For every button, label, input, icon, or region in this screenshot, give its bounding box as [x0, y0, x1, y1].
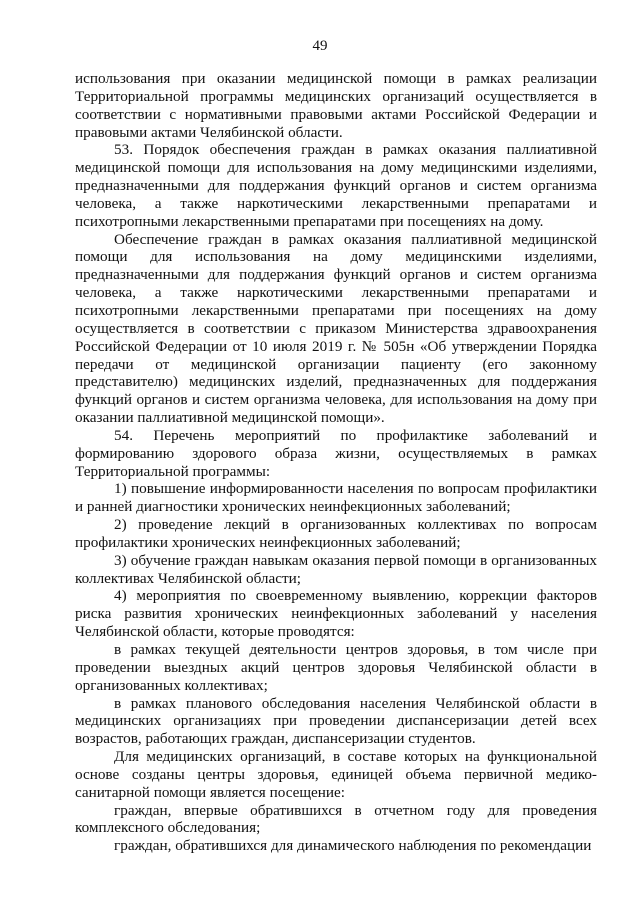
document-body: [75, 70, 597, 855]
paragraph-health-centers-unit: Для медицинских организаций, в составе которых на функциональной основе созданы центры здоровья, единицей объема первичной медико-санитарной помощи является посещение:: [75, 748, 597, 801]
paragraph-53: 53. Порядок обеспечения граждан в рамках оказания паллиативной медицинской помощи для использования на дому медицинскими изделиями, предназначенными для поддержания функций органов и систем организма человека, а также наркотическими лекарственными препаратами и психотропными лекарственными препаратами при посещениях на дому.: [75, 141, 597, 230]
list-item-1: 1) повышение информированности населения по вопросам профилактики и ранней диагностики хронических неинфекционных заболеваний;: [75, 480, 597, 516]
list-item-2: 2) проведение лекций в организованных коллективах по вопросам профилактики хронических неинфекционных заболеваний;: [75, 516, 597, 551]
paragraph-54: 54. Перечень мероприятий по профилактике заболеваний и формированию здорового образа жизни, осуществляемых в рамках Территориальной программы:: [75, 426, 597, 480]
sub-item-planned-examination: в рамках планового обследования населения Челябинской области в медицинских организациях при проведении диспансеризации детей всех возрастов, работающих граждан, диспансеризации студентов.: [75, 694, 597, 748]
visit-item-dynamic-observation: граждан, обратившихся для динамического наблюдения по рекомендации: [114, 837, 592, 855]
visit-item-first-time: граждан, впервые обратившихся в отчетном году для проведения комплексного обследования;: [75, 801, 597, 837]
sub-item-health-centers: в рамках текущей деятельности центров здоровья, в том числе при проведении выездных акций центров здоровья Челябинской области в организованных коллективах;: [75, 641, 597, 694]
list-item-4: 4) мероприятия по своевременному выявлению, коррекции факторов риска развития хронических неинфекционных заболеваний у населения Челябинской области, которые проводятся:: [75, 587, 597, 641]
paragraph-continuation: использования при оказании медицинской помощи в рамках реализации Территориальной программы медицинских организаций осуществляется в соответствии с нормативными правовыми актами Российской Федерации и правовыми актами Челябинской области.: [75, 70, 597, 141]
page-number: 49: [312, 38, 328, 54]
paragraph-palliative-supply: Обеспечение граждан в рамках оказания паллиативной медицинской помощи для использования на дому медицинскими изделиями, предназначенными для поддержания функций органов и систем организма человека, а также наркотическими лекарственными препаратами и психотропными лекарственными препаратами при посещениях на дому осуществляется в соответствии с приказом Министерства здравоохранения Российской Федерации от 10 июля 2019 г. № 505н «Об утверждении Порядка передачи от медицинской организации пациенту (его законному представителю) медицинских изделий, предназначенных для поддержания функций органов и систем организма человека, для использования на дому при оказании паллиативной медицинской помощи».: [75, 230, 597, 427]
list-item-3: 3) обучение граждан навыкам оказания первой помощи в организованных коллективах Челябинской области;: [75, 551, 597, 587]
